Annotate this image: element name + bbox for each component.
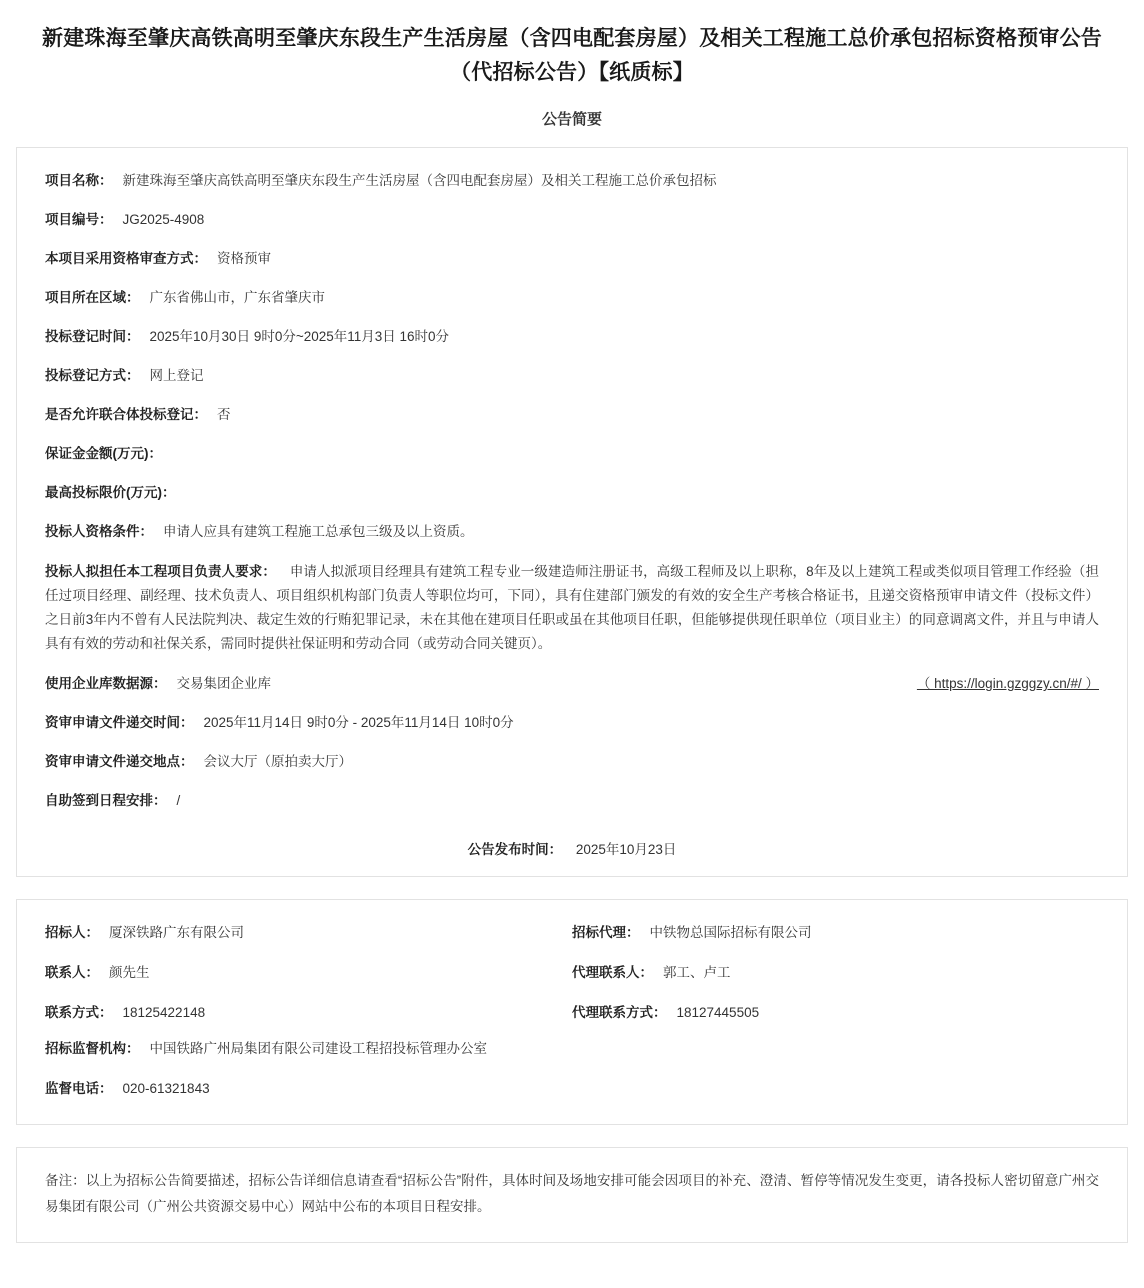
field-agent-contact-phone — [572, 1002, 1099, 1024]
submit-place-label: 资审申请文件递交地点： — [45, 754, 194, 769]
submit-time-label: 资审申请文件递交时间： — [45, 715, 194, 730]
field-max-price — [45, 482, 1099, 504]
field-project-no — [45, 209, 1099, 231]
field-submit-time — [45, 712, 1099, 734]
field-qualification-method — [45, 248, 1099, 270]
region-value: 广东省佛山市，广东省肇庆市 — [149, 290, 325, 305]
contacts-divider-space — [45, 1024, 1099, 1038]
database-label: 使用企业库数据源： — [45, 676, 167, 691]
project-no-value: JG2025-4908 — [122, 212, 205, 227]
field-bidder-qualification — [45, 521, 1099, 543]
field-agent-contact-person — [572, 962, 1099, 984]
field-deposit — [45, 443, 1099, 465]
agent-contact-person-value: 郭工、卢工 — [663, 965, 731, 980]
agent-label: 招标代理： — [572, 925, 640, 940]
contacts-left-column — [45, 922, 572, 1024]
field-register-time — [45, 326, 1099, 348]
tenderer-label: 招标人： — [45, 925, 99, 940]
contact-person-label: 联系人： — [45, 965, 99, 980]
field-project-name — [45, 170, 1099, 192]
field-agent — [572, 922, 1099, 944]
agent-value: 中铁物总国际招标有限公司 — [649, 925, 812, 940]
contacts-right-column — [572, 922, 1099, 1024]
field-self-signin — [45, 790, 1099, 812]
field-submit-place — [45, 751, 1099, 773]
qualification-method-value: 资格预审 — [217, 251, 271, 266]
consortium-value: 否 — [217, 407, 231, 422]
deposit-label: 保证金金额(万元)： — [45, 446, 162, 461]
register-method-value: 网上登记 — [149, 368, 204, 383]
pm-requirement-label: 投标人拟担任本工程项目负责人要求： — [45, 564, 276, 579]
supervisor-phone-value: 020-61321843 — [122, 1081, 210, 1096]
field-supervisor-phone — [45, 1078, 1099, 1100]
field-register-method — [45, 365, 1099, 387]
submit-time-value: 2025年11月14日 9时0分 - 2025年11月14日 10时0分 — [203, 715, 514, 730]
self-signin-label: 自助签到日程安排： — [45, 793, 167, 808]
tenderer-value: 厦深铁路广东有限公司 — [109, 925, 244, 940]
database-value: 交易集团企业库 — [176, 676, 271, 691]
register-method-label: 投标登记方式： — [45, 368, 140, 383]
project-no-label: 项目编号： — [45, 212, 113, 227]
pm-requirement-value: 申请人拟派项目经理具有建筑工程专业一级建造师注册证书，高级工程师及以上职称，8年及以上建筑工程或类似项目管理工作经验（担任过项目经理、副经理、技术负责人、项目组织机构部门负责人等职位均可，下同），具有住建部门颁发的有效的安全生产考核合格证书，且递交资格预审申请文件（投标文件）之日前3年内不曾有人民法院判决、裁定生效的行贿犯罪记录，未在其他在建项目任职或虽在其他项目任职，但能够提供现任职单位（项目业主）的同意调离文件，并且与申请人具有有效的劳动和社保关系，需同时提供社保证明和劳动合同（或劳动合同关键页）。 — [45, 564, 1099, 651]
field-region — [45, 287, 1099, 309]
submit-place-value: 会议大厅（原拍卖大厅） — [203, 754, 352, 769]
contact-phone-value: 18125422148 — [122, 1005, 206, 1020]
max-price-label: 最高投标限价(万元)： — [45, 485, 176, 500]
self-signin-value: / — [176, 793, 181, 808]
supervisor-value: 中国铁路广州局集团有限公司建设工程招投标管理办公室 — [149, 1041, 487, 1056]
note-card — [16, 1147, 1128, 1243]
agent-contact-person-label: 代理联系人： — [572, 965, 653, 980]
field-contact-person — [45, 962, 572, 984]
field-pm-requirement — [45, 560, 1099, 656]
project-name-label: 项目名称： — [45, 173, 113, 188]
agent-contact-phone-label: 代理联系方式： — [572, 1005, 667, 1020]
contacts-card — [16, 899, 1128, 1125]
contact-phone-label: 联系方式： — [45, 1005, 113, 1020]
consortium-label: 是否允许联合体投标登记： — [45, 407, 207, 422]
supervisor-phone-label: 监督电话： — [45, 1081, 113, 1096]
register-time-value: 2025年10月30日 9时0分~2025年11月3日 16时0分 — [149, 329, 450, 344]
region-label: 项目所在区域： — [45, 290, 140, 305]
publish-time-row — [45, 838, 1099, 858]
project-name-value: 新建珠海至肇庆高铁高明至肇庆东段生产生活房屋（含四电配套房屋）及相关工程施工总价承包招标 — [122, 173, 717, 188]
field-consortium — [45, 404, 1099, 426]
contact-person-value: 颜先生 — [109, 965, 150, 980]
field-contact-phone — [45, 1002, 572, 1024]
agent-contact-phone-value: 18127445505 — [676, 1005, 760, 1020]
note-text: 备注：以上为招标公告简要描述，招标公告详细信息请查看“招标公告”附件，具体时间及场地安排可能会因项目的补充、澄清、暂停等情况发生变更，请各投标人密切留意广州交易集团有限公司（广州公共资源交易中心）网站中公布的本项目日程安排。 — [45, 1173, 1099, 1214]
contacts-grid — [45, 922, 1099, 1024]
field-supervisor — [45, 1038, 1099, 1060]
section-subtitle: 公告简要 — [541, 111, 602, 128]
publish-time-label: 公告发布时间： — [467, 842, 563, 857]
register-time-label: 投标登记时间： — [45, 329, 140, 344]
bidder-qualification-value: 申请人应具有建筑工程施工总承包三级及以上资质。 — [163, 524, 474, 539]
bidder-qualification-label: 投标人资格条件： — [45, 524, 153, 539]
field-database-source — [45, 673, 1099, 695]
qualification-method-label: 本项目采用资格审查方式： — [45, 251, 207, 266]
page-title: 新建珠海至肇庆高铁高明至肇庆东段生产生活房屋（含四电配套房屋）及相关工程施工总价承包招标资格预审公告（代招标公告）【纸质标】 — [42, 27, 1102, 84]
field-tenderer — [45, 922, 572, 944]
database-link[interactable]: （ https://login.gzggzy.cn/#/ ） — [916, 676, 1099, 691]
supervisor-label: 招标监督机构： — [45, 1041, 140, 1056]
publish-time-value: 2025年10月23日 — [575, 842, 677, 857]
summary-card — [16, 147, 1128, 877]
